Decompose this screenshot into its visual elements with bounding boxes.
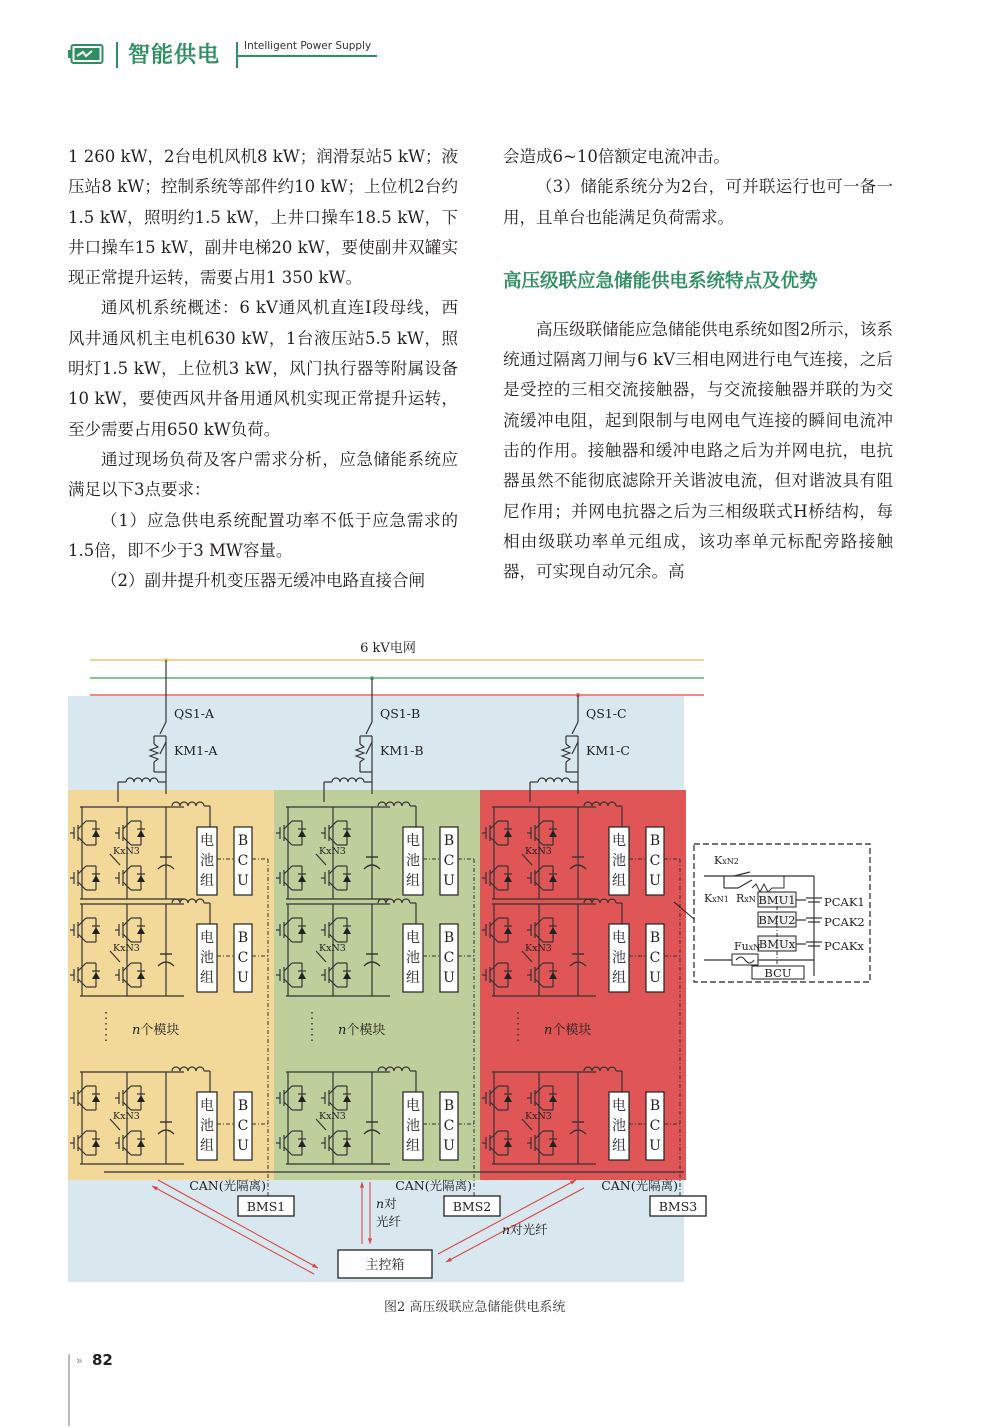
svg-text:QS1-B: QS1-B [380,706,421,721]
svg-text:C: C [649,853,661,869]
svg-text:电: 电 [612,930,626,946]
svg-text:U: U [237,873,249,889]
svg-text:U: U [649,1138,661,1154]
svg-text:光纤: 光纤 [376,1214,402,1229]
svg-text:C: C [237,853,249,869]
footer-rule [68,1354,70,1426]
paragraph: （2）副井提升机变压器无缓冲电路直接合闸 [101,571,425,591]
svg-text:QS1-C: QS1-C [586,706,627,721]
svg-text:CAN(光隔离): CAN(光隔离) [601,1178,678,1193]
svg-text:KM1-B: KM1-B [380,743,424,758]
svg-text:电: 电 [200,833,214,849]
paragraph: 通风机系统概述：6 kV通风机直连I段母线，西风井通风机主电机630 kW，1台液压站5.5 kW，照明灯1.5 kW，上位机3 kW，风门执行器等附属设备10 kW，要使西风井备用通风机实现正常提升运转，至少需要占用650 kW负荷。 [68,298,458,439]
svg-text:KM1-A: KM1-A [174,743,218,758]
svg-text:KxN3: KxN3 [113,943,140,954]
svg-text:CAN(光隔离): CAN(光隔离) [189,1178,266,1193]
svg-text:n个模块: n个模块 [132,1023,180,1038]
svg-text:KxN3: KxN3 [525,943,552,954]
header-divider [116,42,118,68]
paragraph: 通过现场负荷及客户需求分析，应急储能系统应满足以下3点要求： [68,449,458,500]
circuit-diagram [64,632,884,1322]
svg-text:6 kV电网: 6 kV电网 [360,641,416,656]
svg-text:PCAKx: PCAKx [824,939,864,953]
svg-text:BMU2: BMU2 [758,913,796,927]
svg-text:KxN3: KxN3 [525,846,552,857]
svg-text:C: C [443,853,455,869]
svg-text:U: U [649,970,661,986]
svg-text:C: C [443,950,455,966]
svg-text:组: 组 [200,970,214,986]
svg-text:KxN3: KxN3 [525,1111,552,1122]
page-header [68,38,388,72]
svg-text:U: U [237,970,249,986]
svg-text:C: C [237,1118,249,1134]
svg-text:电: 电 [200,1098,214,1114]
svg-text:KxN1: KxN1 [704,892,729,905]
battery-lightning-icon [68,44,104,64]
column-title: 智能供电 [128,43,221,68]
header-rule [237,55,377,57]
svg-text:B: B [649,833,661,849]
svg-text:电: 电 [406,930,420,946]
svg-text:C: C [649,1118,661,1134]
svg-text:组: 组 [406,1138,420,1154]
svg-text:组: 组 [612,1138,626,1154]
chevron-icon: » [76,1354,83,1367]
svg-text:主控箱: 主控箱 [365,1258,405,1273]
svg-text:KM1-C: KM1-C [586,743,630,758]
svg-text:U: U [237,1138,249,1154]
column-title-en: Intelligent Power Supply [244,40,372,52]
svg-text:电: 电 [406,833,420,849]
page-number: 82 [92,1351,113,1369]
svg-text:组: 组 [200,1138,214,1154]
paragraph: （3）储能系统分为2台，可并联运行也可一备一用，且单台也能满足负荷需求。 [503,177,893,227]
svg-text:组: 组 [406,970,420,986]
svg-text:PCAK2: PCAK2 [824,915,865,929]
svg-text:B: B [443,930,455,946]
svg-text:n对光纤: n对光纤 [502,1222,548,1237]
svg-text:KxN3: KxN3 [113,1111,140,1122]
svg-text:U: U [649,873,661,889]
svg-text:RxN: RxN [736,892,756,905]
svg-text:QS1-A: QS1-A [174,706,215,721]
svg-text:B: B [237,1098,249,1114]
svg-text:池: 池 [200,950,214,966]
svg-text:B: B [443,1098,455,1114]
svg-text:n对: n对 [376,1196,397,1211]
svg-text:B: B [237,930,249,946]
svg-text:C: C [649,950,661,966]
svg-text:组: 组 [612,873,626,889]
svg-text:电: 电 [200,930,214,946]
paragraph: 会造成6~10倍额定电流冲击。 [503,147,730,166]
svg-text:KxN3: KxN3 [113,846,140,857]
section-heading: 高压级联应急储能供电系统特点及优势 [503,270,818,292]
svg-text:CAN(光隔离): CAN(光隔离) [395,1178,472,1193]
svg-text:B: B [649,930,661,946]
svg-text:C: C [237,950,249,966]
svg-text:池: 池 [406,950,420,966]
svg-text:KxN3: KxN3 [319,943,346,954]
svg-text:n个模块: n个模块 [338,1023,386,1038]
right-text-column [503,142,893,588]
svg-text:池: 池 [200,853,214,869]
svg-text:池: 池 [406,1118,420,1134]
svg-text:B: B [649,1098,661,1114]
svg-text:池: 池 [612,1118,626,1134]
svg-text:BMS2: BMS2 [452,1199,492,1214]
svg-text:KxN2: KxN2 [714,854,739,867]
svg-text:KxN3: KxN3 [319,846,346,857]
left-text-column [68,142,458,596]
svg-text:池: 池 [612,853,626,869]
svg-text:U: U [443,873,455,889]
svg-text:池: 池 [200,1118,214,1134]
svg-text:n个模块: n个模块 [544,1023,592,1038]
paragraph: （1）应急供电系统配置功率不低于应急需求的1.5倍，即不少于3 MW容量。 [68,510,458,560]
paragraph: 高压级联储能应急储能供电系统如图2所示，该系统通过隔离刀闸与6 kV三相电网进行电气连接，之后是受控的三相交流接触器，与交流接触器并联的为交流缓冲电阻，起到限制与电网电气连接的瞬间电流冲击的作用。接触器和缓冲电路之后为并网电抗，电抗器虽然不能彻底滤除开关谐波电流，但对谐波具有阻尼作用；并网电抗器之后为三相级联式H桥结构，每相由级联功率单元组成，该功率单元标配旁路接触器，可实现自动冗余。高 [503,319,893,582]
svg-text:电: 电 [612,833,626,849]
svg-text:组: 组 [406,873,420,889]
svg-text:组: 组 [200,873,214,889]
svg-text:FuxN: FuxN [734,940,761,953]
svg-text:BCU: BCU [764,966,792,980]
figure-caption: 图2 高压级联应急储能供电系统 [384,1300,566,1315]
svg-text:BMUx: BMUx [758,937,796,951]
svg-text:池: 池 [612,950,626,966]
svg-text:C: C [443,1118,455,1134]
svg-text:B: B [237,833,249,849]
svg-text:BMS3: BMS3 [658,1199,698,1214]
svg-text:U: U [443,970,455,986]
svg-text:B: B [443,833,455,849]
svg-text:BMU1: BMU1 [758,893,796,907]
svg-text:KxN3: KxN3 [319,1111,346,1122]
svg-text:池: 池 [406,853,420,869]
svg-text:电: 电 [406,1098,420,1114]
figure-2-diagram [64,632,865,1322]
svg-text:组: 组 [612,970,626,986]
svg-text:BMS1: BMS1 [246,1199,286,1214]
svg-text:U: U [443,1138,455,1154]
svg-text:电: 电 [612,1098,626,1114]
svg-text:PCAK1: PCAK1 [824,895,865,909]
paragraph: 1 260 kW，2台电机风机8 kW；润滑泵站5 kW；液压站8 kW；控制系统等部件约10 kW；上位机2台约1.5 kW，照明约1.5 kW，上井口操车18.5 kW，下井口操车15 kW，副井电梯20 kW，要使副井双罐实现正常提升运转，需要占用1 350 kW。 [68,147,458,288]
